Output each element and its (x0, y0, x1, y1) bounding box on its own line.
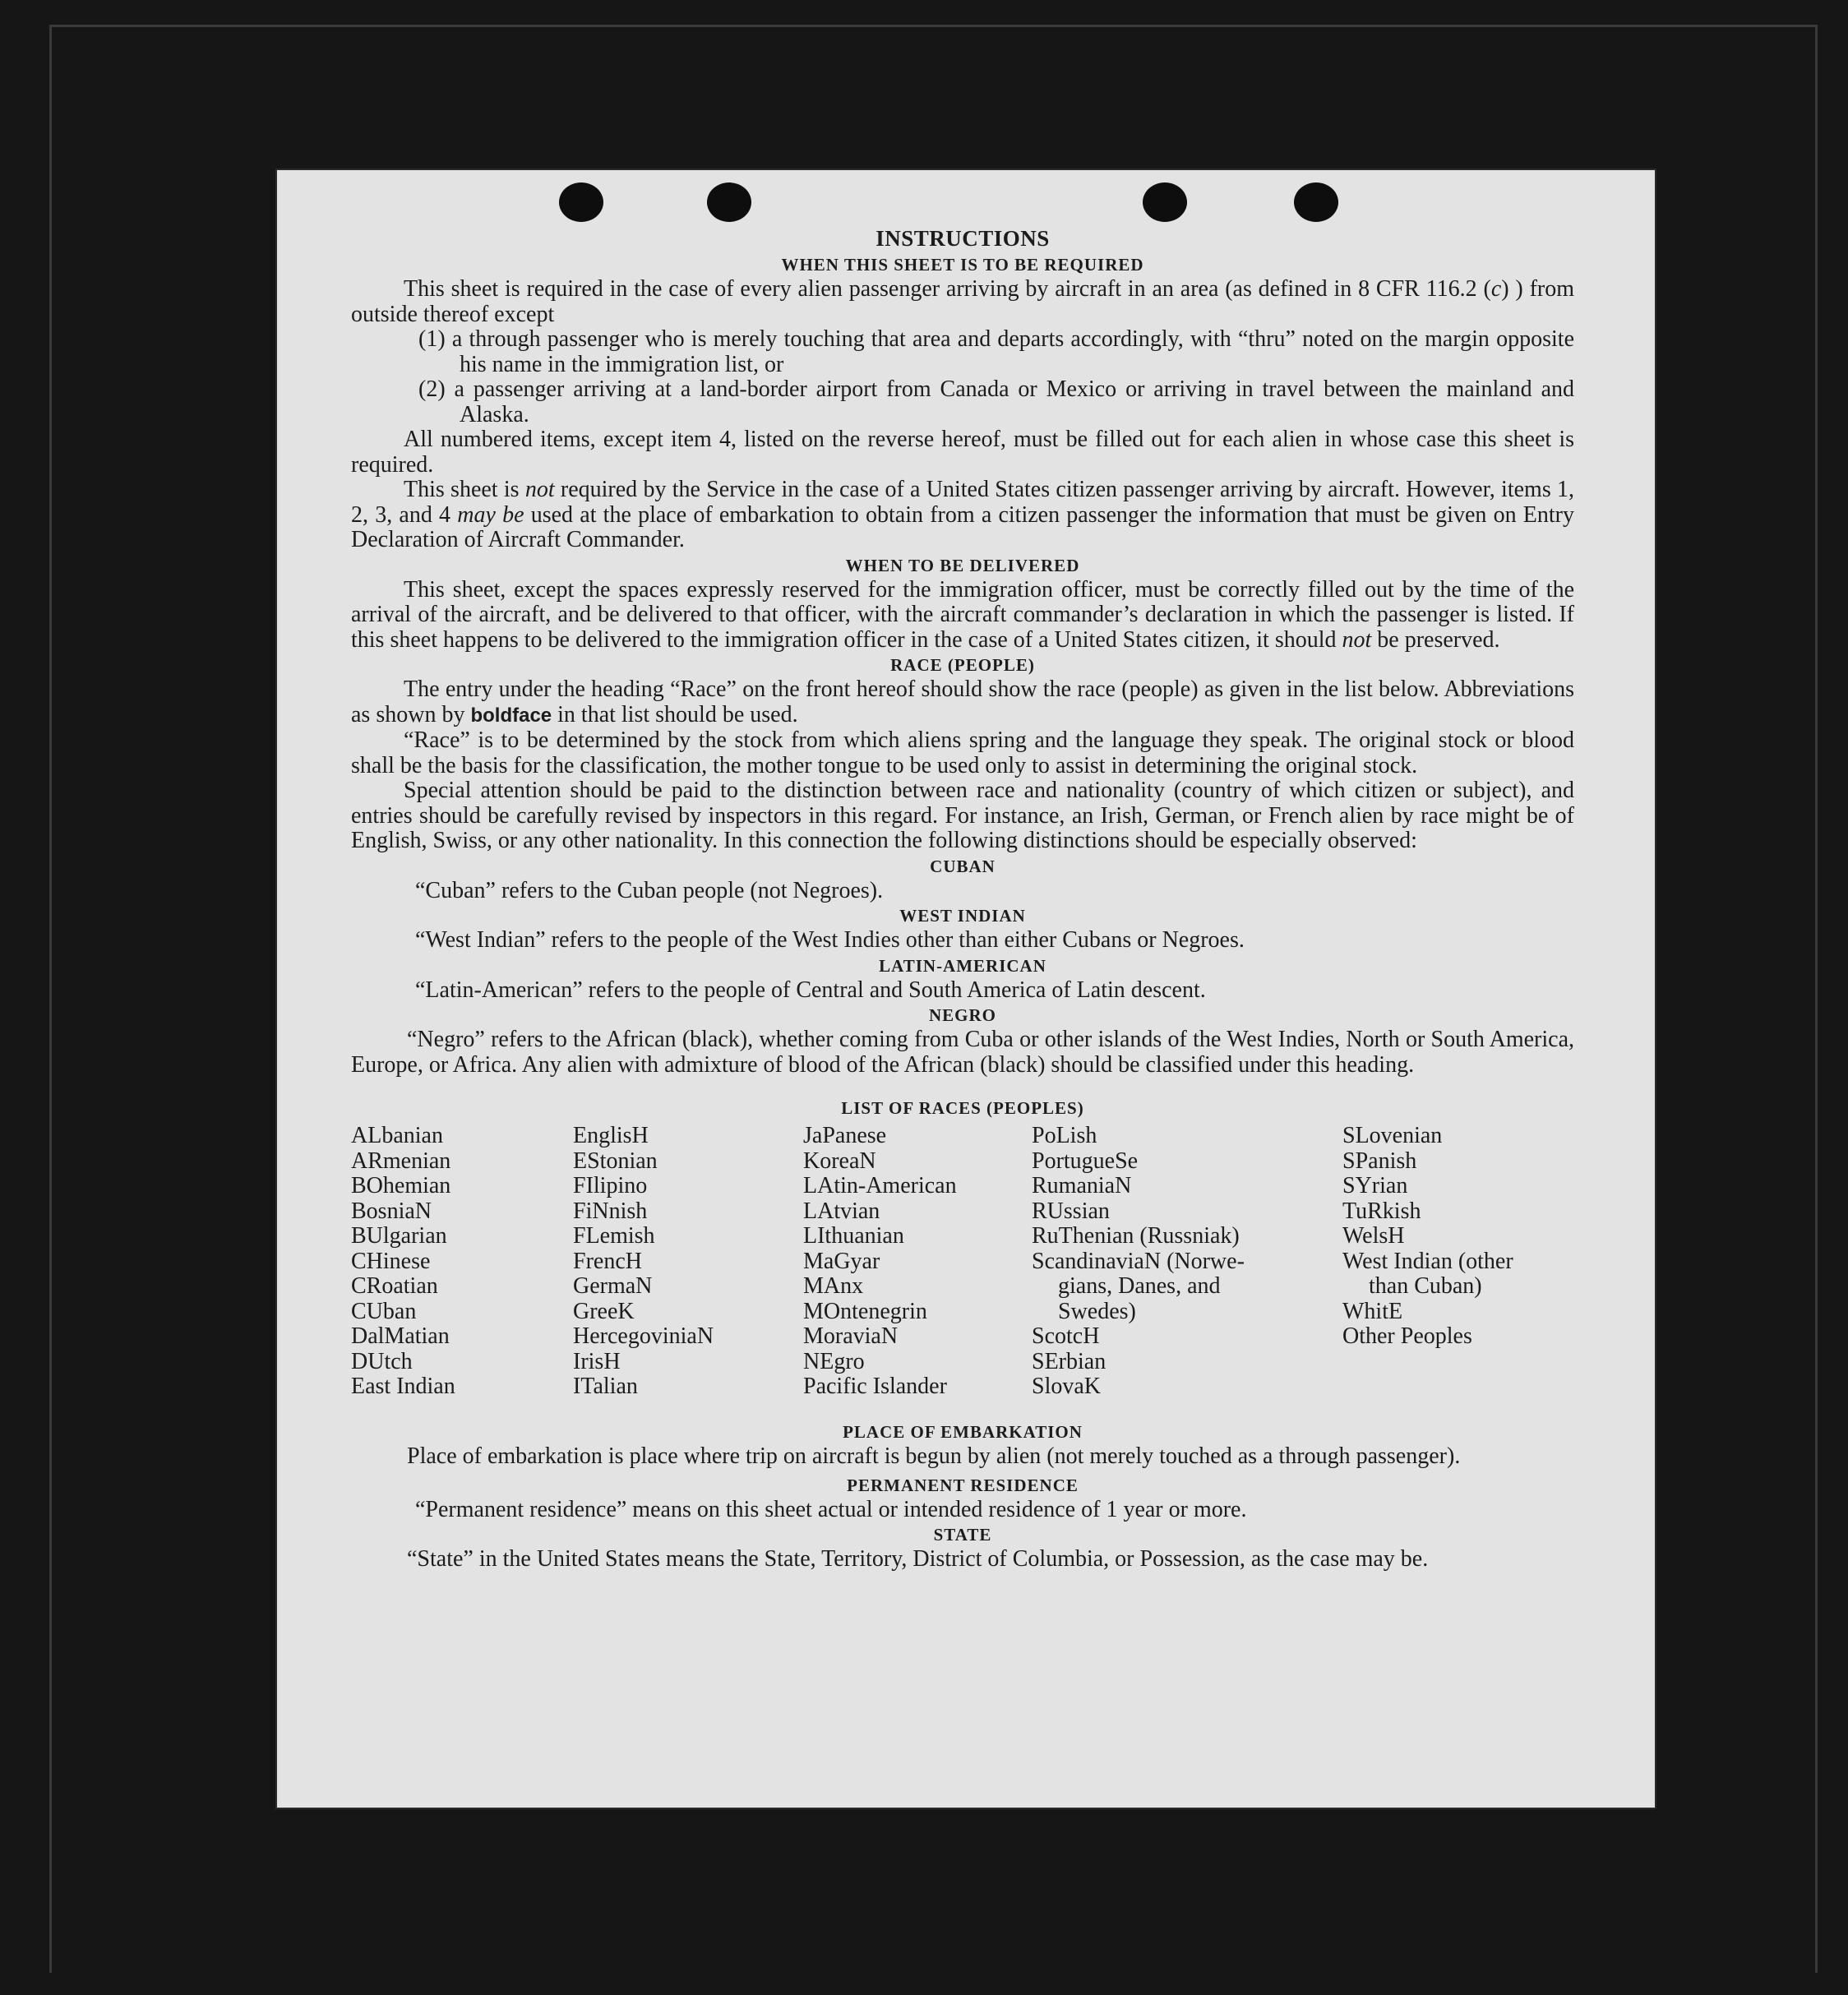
heading-latin-american: LATIN-AMERICAN (879, 955, 1046, 976)
race-item: PortugueSe (1032, 1148, 1139, 1174)
races-column-3 (803, 1124, 957, 1400)
text-italic: not (1342, 626, 1372, 653)
races-list (351, 1124, 1574, 1420)
race-item: TuRkish (1342, 1198, 1421, 1224)
paragraph-delivered (351, 578, 1574, 653)
race-item: EStonian (573, 1148, 658, 1174)
paragraph-race-entry (351, 677, 1574, 728)
paragraph-numbered-items: All numbered items, except item 4, listed on the reverse hereof, must be filled out for each alien in whose case this sheet is required. (351, 427, 1574, 478)
race-item: RumaniaN (1032, 1173, 1132, 1198)
race-item: SlovaK (1032, 1374, 1101, 1399)
heading-state: STATE (933, 1525, 992, 1545)
race-item: FLemish (573, 1223, 655, 1249)
race-item-continued: Swedes) (1058, 1298, 1136, 1324)
definition-west-indian: “West Indian” refers to the people of the West Indies other than either Cubans or Negroes. (415, 927, 1245, 953)
text-run: The entry under the heading “Race” on the front hereof should show the race (people) as given in the list below. Abbreviations as shown by (351, 677, 1574, 727)
race-item: Other Peoples (1342, 1323, 1472, 1349)
paragraph-citizen (351, 478, 1574, 553)
race-item: DalMatian (351, 1323, 450, 1349)
races-column-5 (1342, 1124, 1513, 1350)
text-bold: boldface (470, 704, 552, 727)
race-item: RUssian (1032, 1198, 1110, 1224)
race-item: ARmenian (351, 1148, 451, 1174)
race-item: NEgro (803, 1348, 865, 1374)
race-item: SErbian (1032, 1348, 1106, 1374)
paragraph-race-stock: “Race” is to be determined by the stock from which aliens spring and the language they speak. The original stock or blood shall be the basis for the classification, the mother tongue to be used only to assist in determining the original stock. (351, 727, 1574, 778)
page-title: INSTRUCTIONS (875, 226, 1050, 251)
race-item: East Indian (351, 1374, 455, 1399)
text-run: be preserved. (1371, 626, 1500, 653)
race-item: CHinese (351, 1248, 431, 1274)
race-item-continued: gians, Danes, and (1058, 1273, 1221, 1299)
definition-cuban: “Cuban” refers to the Cuban people (not Negroes). (415, 877, 884, 903)
definition-negro: “Negro” refers to the African (black), whether coming from Cuba or other islands of the West Indies, North or South America, Europe, or Africa. Any alien with admixture of blood of the African (black) should be classified under this heading. (351, 1027, 1574, 1078)
race-item: LAtvian (803, 1198, 880, 1224)
race-item: HercegoviniaN (573, 1323, 714, 1349)
text-run: required by the Service in the case of a United States citizen passenger arriving by aircraft. However, items 1, 2, 3, and 4 (351, 477, 1574, 528)
punch-hole-4 (1294, 182, 1338, 222)
race-item: ALbanian (351, 1123, 443, 1148)
race-item: MAnx (803, 1273, 864, 1299)
race-item: BOhemian (351, 1173, 451, 1198)
race-item: CUban (351, 1298, 417, 1324)
race-item: BosniaN (351, 1198, 432, 1224)
race-item: ScotcH (1032, 1323, 1100, 1349)
race-item: BUlgarian (351, 1223, 447, 1249)
definition-embarkation: Place of embarkation is place where trip on aircraft is begun by alien (not merely touched as a through passenger). (407, 1443, 1461, 1469)
race-item: GreeK (573, 1298, 635, 1324)
punch-hole-1 (559, 182, 603, 222)
scan-frame-right (1815, 25, 1818, 1973)
heading-negro: NEGRO (928, 1005, 996, 1025)
heading-cuban: CUBAN (930, 856, 996, 876)
text-run: used at the place of embarkation to obtain from a citizen passenger the information that must be given on Entry Declaration of Aircraft Commander. (351, 501, 1574, 552)
heading-west-indian: WEST INDIAN (899, 906, 1026, 926)
race-item: SPanish (1342, 1148, 1417, 1174)
race-item: Pacific Islander (803, 1374, 947, 1399)
text-italic: may be (457, 501, 524, 528)
race-item: LAtin-American (803, 1173, 957, 1198)
scan-frame-top (49, 25, 1817, 27)
race-item: FIlipino (573, 1173, 648, 1198)
definition-latin-american: “Latin-American” refers to the people of Central and South America of Latin descent. (415, 977, 1206, 1003)
race-item: WhitE (1342, 1298, 1403, 1324)
text-run: This sheet, except the spaces expressly reserved for the immigration officer, must be correctly filled out by the time of the arrival of the aircraft, and be delivered to that officer, with the aircraft commander’s declaration in which the passenger is listed. If this sheet happens to be delivered to the immigration officer in the case of a United States citizen, it should (351, 576, 1574, 653)
heading-when-required: WHEN THIS SHEET IS TO BE REQUIRED (781, 255, 1144, 275)
race-item: CRoatian (351, 1273, 438, 1299)
race-item: DUtch (351, 1348, 413, 1374)
race-item: EnglisH (573, 1123, 649, 1148)
definition-permanent-residence: “Permanent residence” means on this sheet actual or intended residence of 1 year or more. (415, 1496, 1247, 1522)
definition-state: “State” in the United States means the State, Territory, District of Columbia, or Possession, as the case may be. (407, 1546, 1429, 1572)
instructions-content (351, 224, 1574, 1572)
race-item: FrencH (573, 1248, 642, 1274)
races-column-4 (1032, 1124, 1245, 1400)
heading-race: RACE (PEOPLE) (890, 655, 1035, 675)
race-item: ITalian (573, 1374, 638, 1399)
text-run: ) ) from outside thereof except (351, 276, 1574, 327)
race-item: IrisH (573, 1348, 621, 1374)
punch-hole-3 (1143, 182, 1187, 222)
race-item: LIthuanian (803, 1223, 904, 1249)
race-item: GermaN (573, 1273, 653, 1299)
race-item: West Indian (other (1342, 1248, 1513, 1274)
paragraph-required (351, 277, 1574, 327)
exception-item-1: (1) a through passenger who is merely touching that area and departs accordingly, with “thru” noted on the margin opposite his name in the immigration list, or (418, 326, 1574, 377)
text-run: in that list should be used. (552, 701, 798, 727)
exception-item-2: (2) a passenger arriving at a land-border airport from Canada or Mexico or arriving in travel between the mainland and Alaska. (418, 376, 1574, 427)
scan-frame-left (49, 25, 52, 1973)
race-item-continued: than Cuban) (1369, 1273, 1482, 1299)
heading-place-of-embarkation: PLACE OF EMBARKATION (843, 1422, 1083, 1442)
document-sheet (277, 170, 1655, 1808)
race-item: ScandinaviaN (Norwe- (1032, 1248, 1245, 1274)
race-item: WelsH (1342, 1223, 1405, 1249)
race-item: MOntenegrin (803, 1298, 927, 1324)
race-item: MaGyar (803, 1248, 880, 1274)
race-item: PoLish (1032, 1123, 1097, 1148)
race-item: MoraviaN (803, 1323, 899, 1349)
text-run: This sheet is (404, 477, 525, 502)
race-item: FiNnish (573, 1198, 648, 1224)
heading-list-of-races: LIST OF RACES (PEOPLES) (841, 1098, 1084, 1118)
heading-permanent-residence: PERMANENT RESIDENCE (847, 1475, 1079, 1495)
text-run: This sheet is required in the case of every alien passenger arriving by aircraft in an area (as defined in 8 CFR 116.2 ( (404, 276, 1491, 302)
races-column-1 (351, 1124, 455, 1400)
race-item: SYrian (1342, 1173, 1408, 1198)
punch-hole-2 (707, 182, 751, 222)
heading-when-delivered: WHEN TO BE DELIVERED (845, 555, 1080, 575)
race-item: KoreaN (803, 1148, 876, 1174)
race-item: JaPanese (803, 1123, 887, 1148)
text-italic: not (524, 477, 555, 502)
races-column-2 (573, 1124, 714, 1400)
paragraph-race-nationality: Special attention should be paid to the distinction between race and nationality (country of which citizen or subject), and entries should be carefully revised by inspectors in this regard. For instance, an Irish, German, or French alien by race might be of English, Swiss, or any other nationality. In this connection the following distinctions should be especially observed: (351, 778, 1574, 853)
text-italic: c (1490, 276, 1502, 302)
race-item: RuThenian (Russniak) (1032, 1223, 1240, 1249)
race-item: SLovenian (1342, 1123, 1443, 1148)
